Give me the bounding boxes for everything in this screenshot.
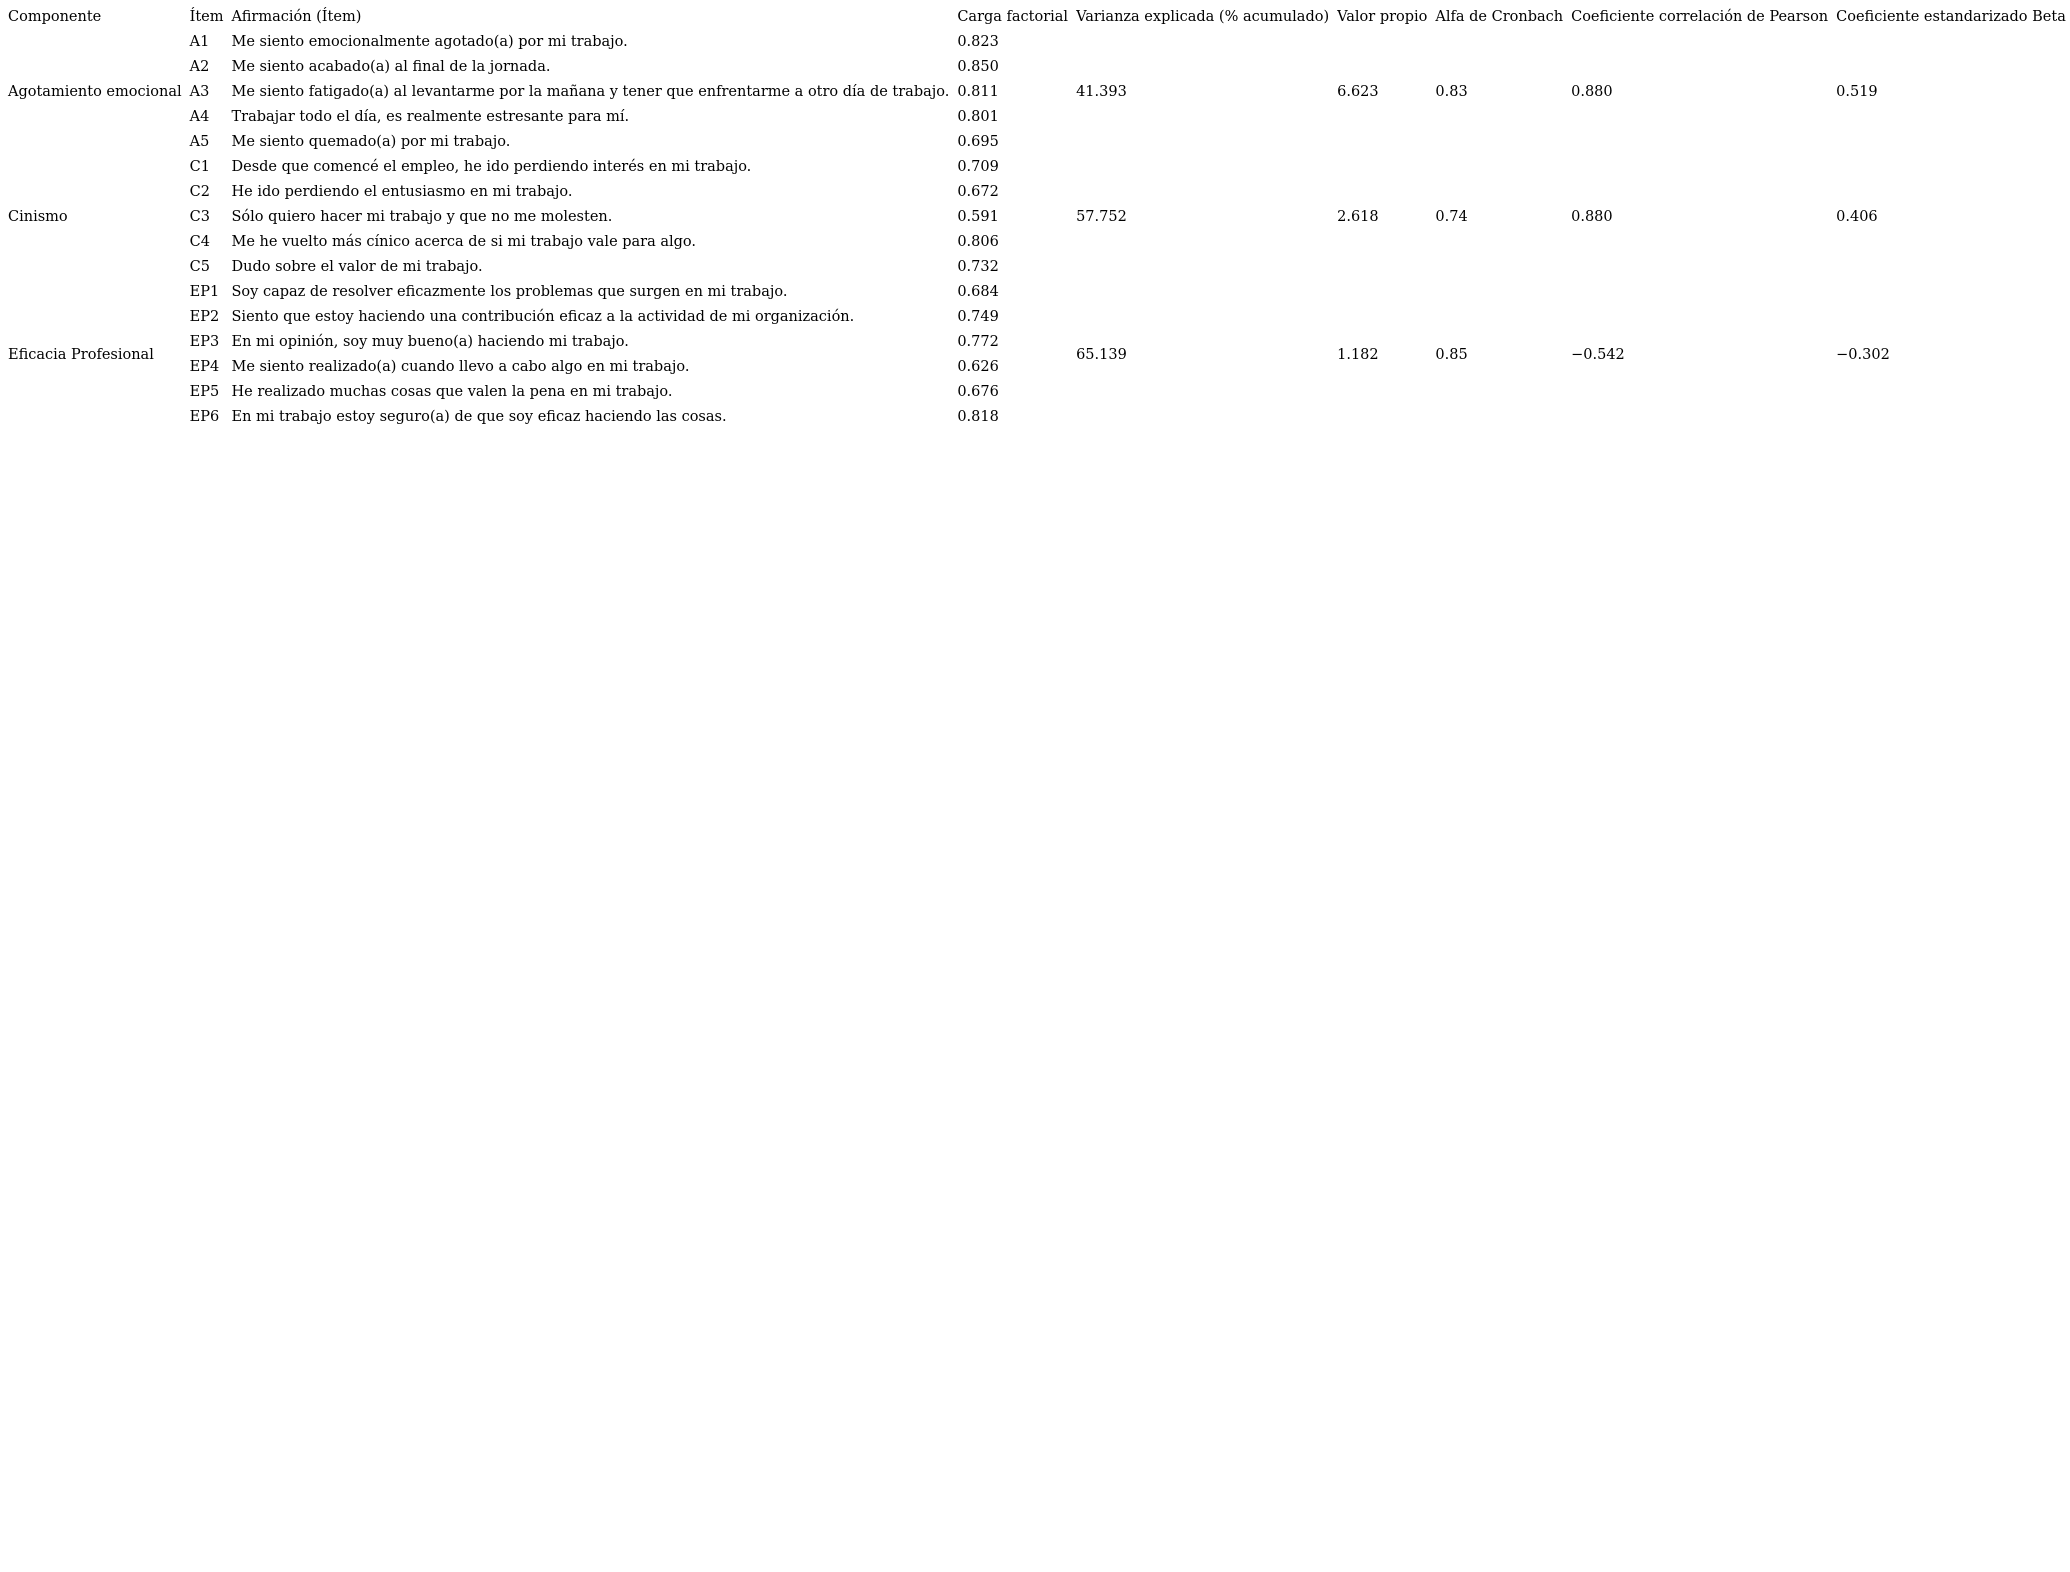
factor-loading: 0.801 [957,109,999,125]
factor-loading: 0.709 [957,159,999,175]
factor-loading: 0.626 [957,359,999,375]
header-afirmacion: Afirmación (Ítem) [231,9,362,25]
factor-analysis-table [4,5,2070,430]
component-name: Eficacia Profesional [8,346,154,363]
table-row [4,280,2070,305]
factor-loading: 0.818 [957,409,999,425]
header-item: Ítem [189,9,224,25]
item-statement: Desde que comencé el empleo, he ido perdiendo interés en mi trabajo. [231,159,752,175]
item-code: A5 [189,134,210,150]
factor-loading: 0.811 [957,84,999,100]
item-statement: Me siento acabado(a) al final de la jornada. [231,59,551,75]
item-code: C2 [189,184,210,200]
beta-coefficient: 0.519 [1836,84,1878,100]
eigenvalue: 1.182 [1337,346,1379,363]
item-statement: Me siento emocionalmente agotado(a) por mi trabajo. [231,34,628,50]
factor-loading: 0.591 [957,209,999,225]
factor-loading: 0.749 [957,309,999,325]
factor-loading: 0.823 [957,34,999,50]
item-code: EP2 [189,309,220,325]
item-statement: Me siento quemado(a) por mi trabajo. [231,134,511,150]
item-statement: He realizado muchas cosas que valen la pena en mi trabajo. [231,384,673,400]
cronbach-alpha: 0.85 [1435,346,1468,363]
header-pearson: Coeficiente correlación de Pearson [1571,9,1829,25]
item-statement: Soy capaz de resolver eficazmente los problemas que surgen en mi trabajo. [231,284,788,300]
item-code: EP1 [189,284,220,300]
header-row [4,5,2070,30]
component-name: Agotamiento emocional [8,84,182,100]
item-statement: Siento que estoy haciendo una contribución eficaz a la actividad de mi organización. [231,309,855,325]
item-code: A2 [189,59,210,75]
item-statement: Trabajar todo el día, es realmente estresante para mí. [231,109,630,125]
factor-loading: 0.772 [957,334,999,350]
item-code: C4 [189,234,210,250]
item-statement: He ido perdiendo el entusiasmo en mi trabajo. [231,184,573,200]
item-code: A1 [189,34,210,50]
beta-coefficient: −0.302 [1836,346,1890,363]
factor-loading: 0.695 [957,134,999,150]
header-varianza-explicada: Varianza explicada (% acumulado) [1076,9,1330,25]
item-code: C3 [189,209,210,225]
item-statement: Sólo quiero hacer mi trabajo y que no me molesten. [231,209,613,225]
header-beta: Coeficiente estandarizado Beta [1836,9,2066,25]
item-statement: En mi trabajo estoy seguro(a) de que soy eficaz haciendo las cosas. [231,409,727,425]
item-code: EP6 [189,409,220,425]
item-statement: Me siento realizado(a) cuando llevo a cabo algo en mi trabajo. [231,359,690,375]
item-code: EP4 [189,359,220,375]
header-componente: Componente [8,9,102,25]
table-row [4,155,2070,180]
item-code: EP5 [189,384,220,400]
eigenvalue: 2.618 [1337,209,1379,225]
explained-variance: 57.752 [1076,209,1127,225]
item-statement: Me siento fatigado(a) al levantarme por la mañana y tener que enfrentarme a otro día de trabajo. [231,84,950,100]
eigenvalue: 6.623 [1337,84,1379,100]
beta-coefficient: 0.406 [1836,209,1878,225]
pearson-coefficient: 0.880 [1571,84,1613,100]
explained-variance: 65.139 [1076,346,1127,363]
factor-loading: 0.676 [957,384,999,400]
item-statement: Dudo sobre el valor de mi trabajo. [231,259,483,275]
pearson-coefficient: −0.542 [1571,346,1625,363]
factor-loading: 0.732 [957,259,999,275]
item-code: C1 [189,159,210,175]
header-valor-propio: Valor propio [1337,9,1428,25]
header-carga-factorial: Carga factorial [957,9,1069,25]
item-code: EP3 [189,334,220,350]
header-alfa-cronbach: Alfa de Cronbach [1435,9,1564,25]
cronbach-alpha: 0.83 [1435,84,1468,100]
factor-loading: 0.684 [957,284,999,300]
item-code: A3 [189,84,210,100]
item-code: A4 [189,109,210,125]
factor-loading: 0.850 [957,59,999,75]
factor-loading: 0.672 [957,184,999,200]
pearson-coefficient: 0.880 [1571,209,1613,225]
item-code: C5 [189,259,210,275]
explained-variance: 41.393 [1076,84,1127,100]
cronbach-alpha: 0.74 [1435,209,1468,225]
table-body [4,30,2070,430]
factor-loading: 0.806 [957,234,999,250]
component-name: Cinismo [8,209,68,225]
item-statement: En mi opinión, soy muy bueno(a) haciendo mi trabajo. [231,334,629,350]
table-row [4,30,2070,55]
item-statement: Me he vuelto más cínico acerca de si mi trabajo vale para algo. [231,234,697,250]
